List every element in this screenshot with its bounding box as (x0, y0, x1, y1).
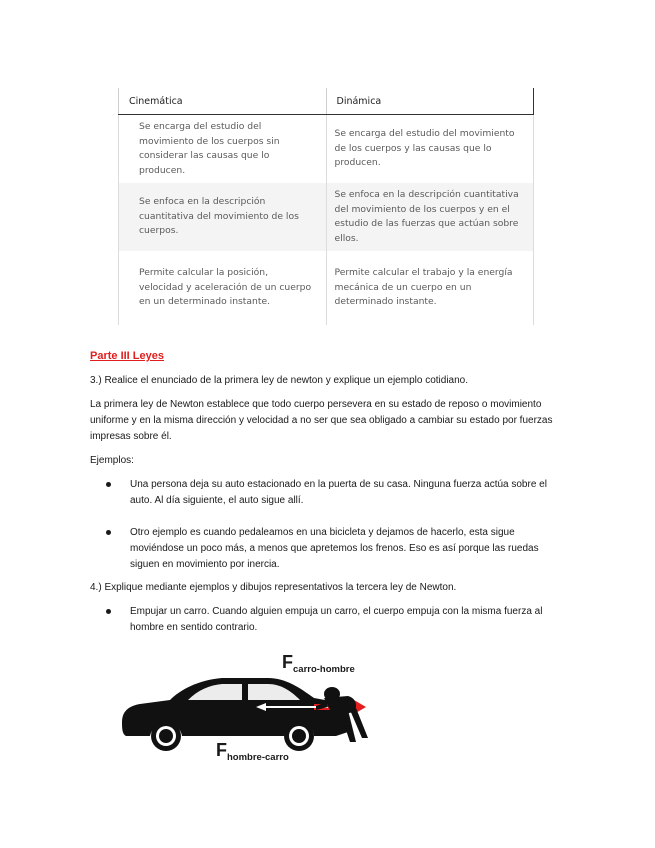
table-cell: Se enfoca en la descripción cuantitativa del movimiento de los cuerpos y en el estudio de las fuerzas que actúan sobre ellos. (326, 183, 534, 251)
question-3: 3.) Realice el enunciado de la primera ley de newton y explique un ejemplo cotidiano. (90, 375, 469, 386)
force-symbol: F (282, 652, 293, 672)
force-label-car-man (282, 652, 355, 673)
force-label-man-car (216, 740, 289, 761)
question-4: 4.) Explique mediante ejemplos y dibujos representativos la tercera ley de Newton. (90, 582, 457, 593)
newton-third-law-figure (118, 650, 380, 772)
bullet-icon (106, 530, 111, 535)
comparison-table (118, 88, 534, 325)
list-item-text: Una persona deja su auto estacionado en la puerta de su casa. Ninguna fuerza actúa sobre el auto. Al día siguiente, el auto sigue allí. (130, 479, 547, 506)
header-dinamica: Dinámica (326, 88, 534, 115)
table-cell: Se encarga del estudio del movimiento de los cuerpos sin considerar las causas que lo producen. (119, 115, 327, 184)
bullet-icon (106, 482, 111, 487)
table-cell: Permite calcular el trabajo y la energía mecánica de un cuerpo en un determinado instante. (326, 251, 534, 325)
table-row (119, 251, 534, 325)
table-cell: Se enfoca en la descripción cuantitativa del movimiento de los cuerpos. (119, 183, 327, 251)
table-header-row (119, 88, 534, 115)
list-item-text: Empujar un carro. Cuando alguien empuja un carro, el cuerpo empuja con la misma fuerza al hombre en sentido contrario. (130, 606, 543, 633)
bullet-icon (106, 609, 111, 614)
force-symbol: F (216, 740, 227, 760)
list-item-text: Otro ejemplo es cuando pedaleamos en una bicicleta y dejamos de hacerlo, esta sigue moviéndose un poco más, a menos que apretemos los frenos. Eso es así porque las ruedas siguen en movimiento por inercia. (130, 527, 539, 570)
examples-label: Ejemplos: (90, 455, 134, 466)
force-subscript: hombre-carro (227, 752, 289, 763)
table-cell: Permite calcular la posición, velocidad y aceleración de un cuerpo en un determinado instante. (119, 251, 327, 325)
section-title: Parte III Leyes (90, 350, 164, 362)
table-row (119, 183, 534, 251)
question-3-answer: La primera ley de Newton establece que todo cuerpo persevera en su estado de reposo o movimiento uniforme y en la misma dirección y velocidad a no ser que sea obligado a cambiar su estado por fuerzas impresas sobre él. (90, 399, 553, 442)
force-subscript: carro-hombre (293, 664, 355, 675)
header-cinematica: Cinemática (119, 88, 327, 115)
table-cell: Se encarga del estudio del movimiento de los cuerpos y las causas que lo producen. (326, 115, 534, 184)
table-row (119, 115, 534, 184)
